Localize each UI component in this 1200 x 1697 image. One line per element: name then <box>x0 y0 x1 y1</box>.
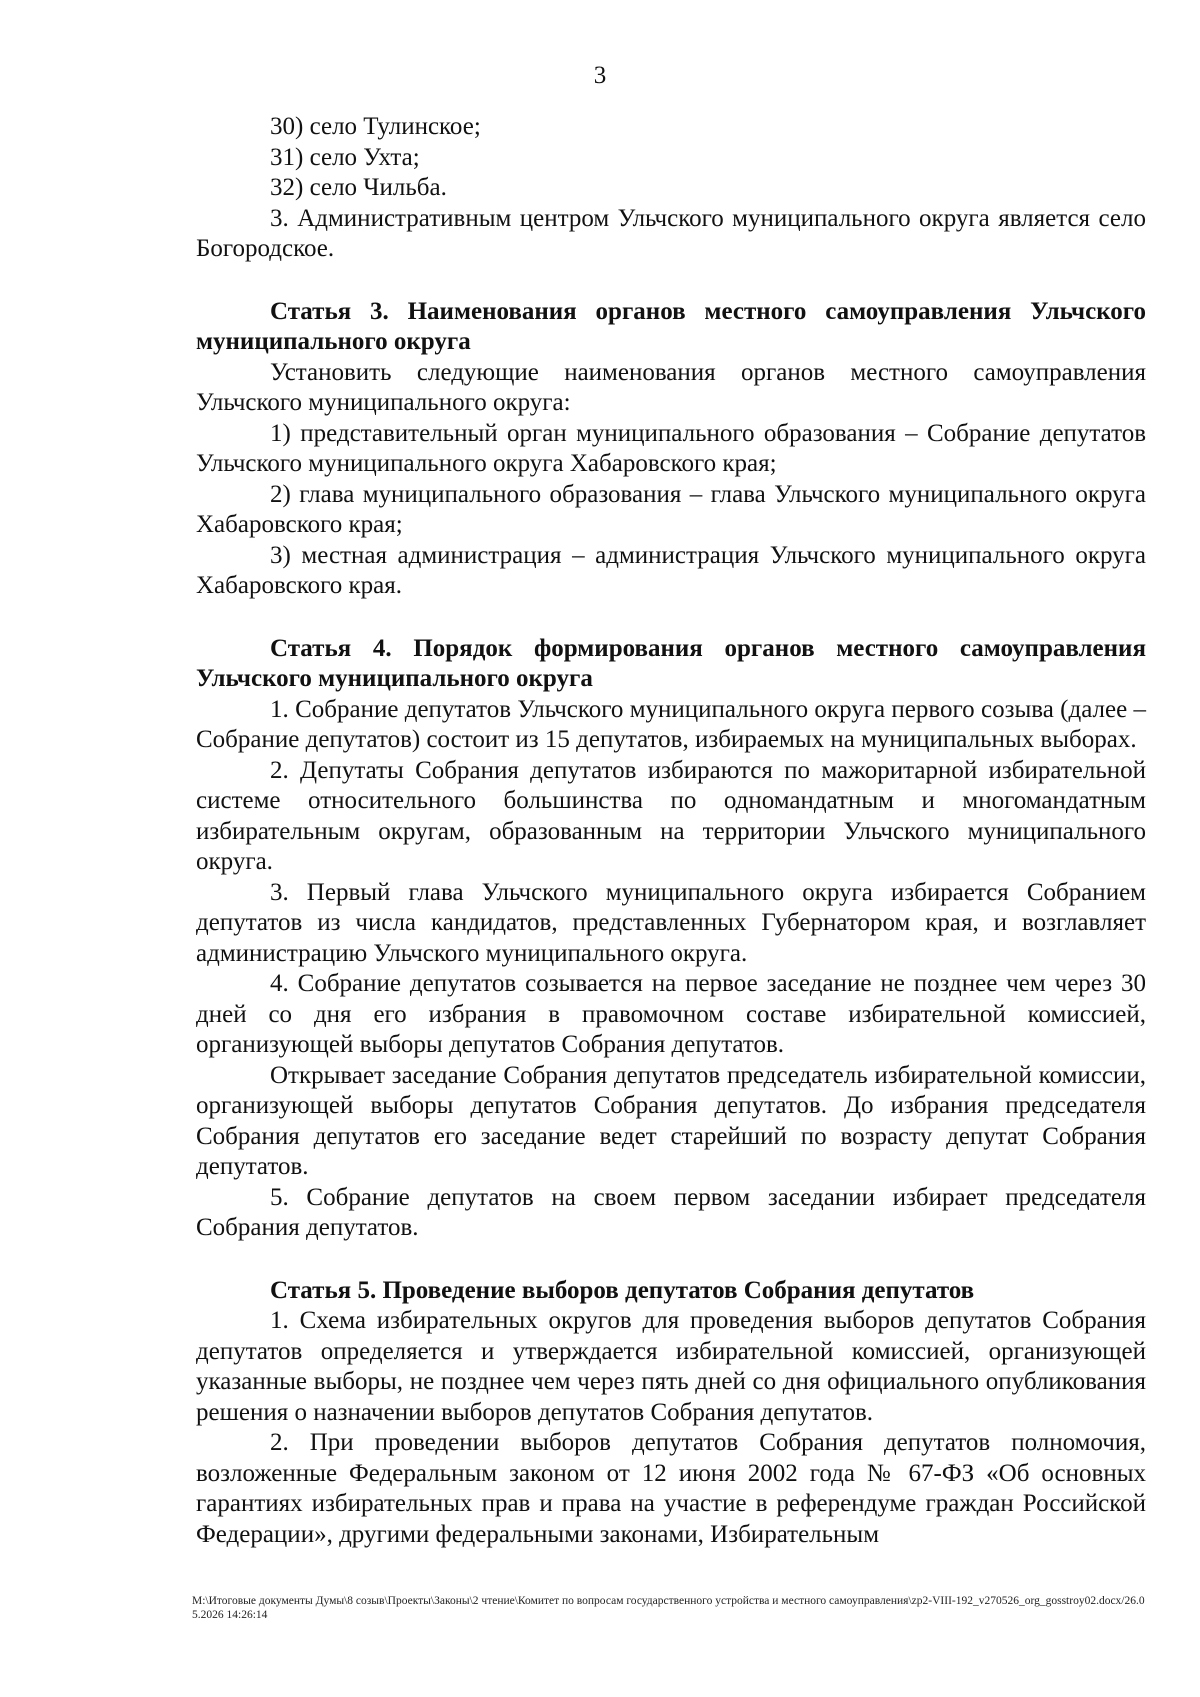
list-item: 3) местная администрация – администрация Ульчского муниципального округа Хабаровского края. <box>196 541 1146 599</box>
paragraph: 1. Собрание депутатов Ульчского муниципального округа первого созыва (далее – Собрание депутатов) состоит из 15 депутатов, избираемых на муниципальных выборах. <box>196 695 1146 753</box>
paragraph: 3. Первый глава Ульчского муниципального округа избирается Собранием депутатов из числа кандидатов, представленных Губернатором края, и возглавляет администрацию Ульчского муниципального округа. <box>196 878 1146 967</box>
article-4-heading: Статья 4. Порядок формирования органов местного самоуправления Ульчского муниципального округа <box>196 634 1146 692</box>
section-gap <box>196 1244 1146 1276</box>
section-gap <box>196 602 1146 634</box>
list-item: 32) село Чильба. <box>270 174 447 201</box>
list-item: 2) глава муниципального образования – глава Ульчского муниципального округа Хабаровского края; <box>196 480 1146 538</box>
file-path-footer: M:\Итоговые документы Думы\8 созыв\Проекты\Законы\2 чтение\Комитет по вопросам государственного устройства и местного самоуправления\zp2-VIII-192_v270526_org_gosstroy02.docx/26.05.2026 14:26:14 <box>192 1595 1145 1621</box>
list-item: 1) представительный орган муниципального образования – Собрание депутатов Ульчского муниципального округа Хабаровского края; <box>196 419 1146 477</box>
paragraph: 2. При проведении выборов депутатов Собрания депутатов полномочия, возложенные Федеральным законом от 12 июня 2002 года № 67-ФЗ «Об основных гарантиях избирательных прав и права на участие в референдуме граждан Российской Федерации», другими федеральными законами, Избирательным <box>196 1429 1146 1548</box>
page-number: 3 <box>593 62 607 89</box>
article-5-heading: Статья 5. Проведение выборов депутатов Собрания депутатов <box>270 1276 975 1304</box>
paragraph: 1. Схема избирательных округов для проведения выборов депутатов Собрания депутатов определяется и утверждается избирательной комиссией, организующей указанные выборы, не позднее чем через пять дней со дня официального опубликования решения о назначении выборов депутатов Собрания депутатов. <box>196 1307 1146 1426</box>
list-item: 30) село Тулинское; <box>270 113 481 140</box>
paragraph: Открывает заседание Собрания депутатов председатель избирательной комиссии, организующей выборы депутатов Собрания депутатов. До избрания председателя Собрания депутатов его заседание ведет старейший по возрасту депутат Собрания депутатов. <box>196 1061 1146 1180</box>
article-3-heading: Статья 3. Наименования органов местного самоуправления Ульчского муниципального округа <box>196 297 1146 355</box>
paragraph: 5. Собрание депутатов на своем первом заседании избирает председателя Собрания депутатов. <box>196 1183 1146 1241</box>
paragraph: 4. Собрание депутатов созывается на первое заседание не позднее чем через 30 дней со дня его избрания в правомочном составе избирательной комиссией, организующей выборы депутатов Собрания депутатов. <box>196 970 1146 1058</box>
list-item: 31) село Ухта; <box>270 143 420 171</box>
paragraph: Установить следующие наименования органов местного самоуправления Ульчского муниципального округа: <box>196 358 1146 416</box>
section-gap <box>196 265 1146 297</box>
paragraph: 2. Депутаты Собрания депутатов избираются по мажоритарной избирательной системе относительного большинства по одномандатным и многомандатным избирательным округам, образованным на территории Ульчского муниципального округа. <box>196 756 1146 875</box>
paragraph: 3. Административным центром Ульчского муниципального округа является село Богородское. <box>196 204 1146 262</box>
document-body <box>196 112 1146 1550</box>
